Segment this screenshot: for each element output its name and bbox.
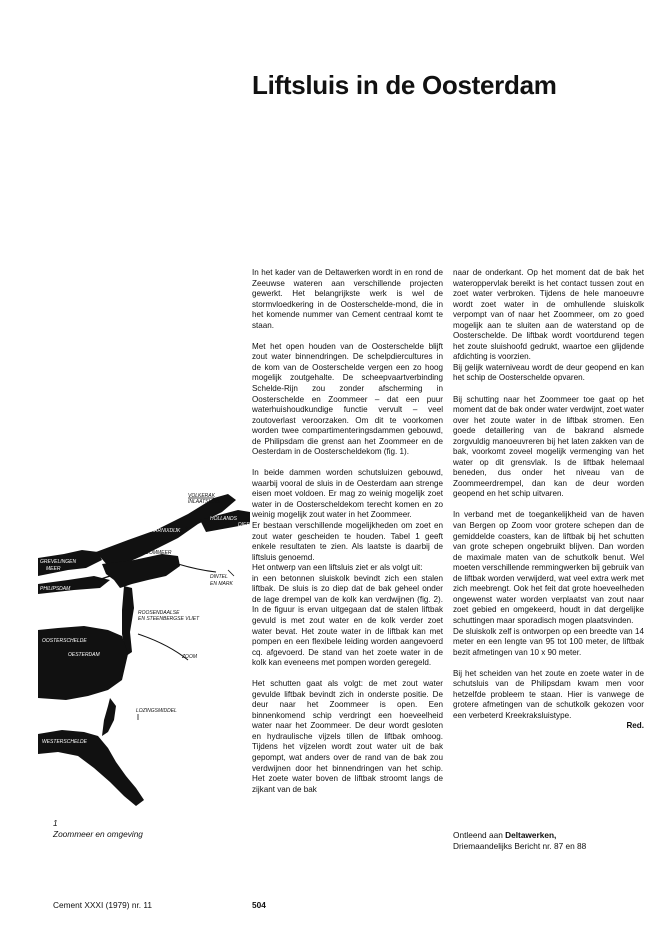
river-zoom bbox=[138, 634, 188, 660]
label-volkerak: VOLKERAK bbox=[188, 493, 215, 499]
article-column-1 bbox=[252, 268, 443, 806]
paragraph-line: in een betonnen sluiskolk bevindt zich een stalen liftbak. De sluis is zo diep dat de bak geheel onder de lage drempel van de kolk kan verdwijnen (fig. 2). In de figuur is ervan uitgegaan dat de stalen liftbak gevuld is met zout water en de kolk verder zoet water bevat. Het zoute water in de liftbak kan met pompen en een flexibele leiding worden aangevoerd cq. afgevoerd. De stand van het zoete water in de kolk kan eveneens met pompen worden geregeld. bbox=[252, 573, 443, 668]
label-marnixdijk: MARNIXDIJK bbox=[150, 528, 181, 534]
paragraph-line: naar de onderkant. Op het moment dat de bak het wateroppervlak bereikt is het contact tussen zout en zoet water verbroken. Tijdens de hele manoeuvre wordt zoet water in de omhullende sluiskolk verpompt van of naar het Zoommeer, om zo goed mogelijk aan te sluiten aan de waterstand op de Oosterschelde. De liftbak wordt voortdurend tegen het zoute sluishoofd gedrukt, waartoe een glijdende afdichting is voorzien. bbox=[453, 268, 644, 362]
label-inlaatsluis: INLAATSLUIS bbox=[188, 499, 220, 505]
label-oosterschelde: OOSTERSCHELDE bbox=[42, 638, 87, 644]
label-philipsdam: PHILIPSDAM bbox=[40, 586, 71, 592]
paragraph-line: De sluiskolk zelf is ontworpen op een breedte van 14 meter en een lengte van 95 tot 100 meter, de liftbak bezit afmetingen van 10 x 90 meter. bbox=[453, 626, 644, 657]
label-zoom: ZOOM bbox=[182, 654, 197, 660]
paragraph: In het kader van de Deltawerken wordt in en rond de Zeeuwse wateren aan verschillende projecten gewerkt. Het belangrijkste werk is wel de stormvloedkering in de Oosterschelde-mond, die in het komende nummer van Cement centraal komt te staan. bbox=[252, 268, 443, 330]
label-diep: DIEP bbox=[238, 522, 250, 528]
label-westerschelde: WESTERSCHELDE bbox=[42, 739, 88, 745]
paragraph-line: Er bestaan verschillende mogelijkheden om zoet en zout water gescheiden te houden. Tabel 1 geeft enkele resultaten te zien. Als laatste is daarbij de liftsluis genoemd. bbox=[252, 521, 443, 562]
zoommeer-map bbox=[38, 484, 250, 810]
page-number: 504 bbox=[252, 900, 266, 910]
paragraph: Met het open houden van de Oosterschelde blijft zout water binnendringen. De schelpdiercultures in de kom van de Oosterschelde vergen een zo hoog mogelijk zoutgehalte. De scheepvaartverbinding Schelde-Rijn zou zonder afscherming in Oosterschelde en Zoommeer – dat een puur waterhuishoudkundige functie vervult – veel zoutoverlast veroorzaken. Om dit te voorkomen worden twee compartimenteringsdammen gebouwd, de Philipsdam die grenst aan het Zoommeer en de Oesterdam in de Oosterscheldekom (fig. 1). bbox=[252, 341, 443, 457]
source-credit bbox=[453, 830, 648, 851]
figure-caption-text: Zoommeer en omgeving bbox=[53, 828, 143, 839]
article-column-2 bbox=[453, 268, 644, 732]
figure-number: 1 bbox=[53, 818, 58, 828]
label-steenbergse: EN STEENBERGSE VLIET bbox=[138, 616, 200, 622]
label-oesterdam: OESTERDAM bbox=[68, 652, 100, 658]
source-detail: Driemaandelijks Bericht nr. 87 en 88 bbox=[453, 840, 587, 851]
paragraph bbox=[252, 468, 443, 668]
label-meer: MEER bbox=[46, 566, 61, 572]
scheldt-channel bbox=[102, 698, 116, 736]
label-hollands: HOLLANDS bbox=[210, 516, 237, 522]
journal-footer: Cement XXXI (1979) nr. 11 bbox=[53, 900, 152, 910]
paragraph-line: In verband met de toegankelijkheid van de haven van Bergen op Zoom voor grotere schepen dan de gemiddelde coasters, kan de liftbak bij het schutten van grote schepen ongebruikt blijven. Dan worden de maximale maten van de schutkolk benut. Wel moeten verschillende remmingwerken bij gebruik van de liftbak worden verwijderd, wat veel extra werk met zich meebrengt. Ook het feit dat grote hoeveelheden ongewenst water worden verplaatst van zout naar zoet gebied en omgekeerd, houdt in dat dergelijke schuttingen maar sporadisch mogen plaatsvinden. bbox=[453, 510, 644, 625]
paragraph-line: Het ontwerp van een liftsluis ziet er als volgt uit: bbox=[252, 563, 423, 573]
paragraph-line: Bij gelijk waterniveau wordt de deur geopend en kan het schip de Oosterschelde opvaren. bbox=[453, 362, 644, 383]
label-grevelingen: GREVELINGEN bbox=[40, 559, 77, 565]
editor-signature: Red. bbox=[626, 721, 644, 731]
river-dintel bbox=[178, 564, 216, 572]
label-zoommeer: ZOOMMEER bbox=[142, 550, 172, 556]
source-name: Deltawerken, bbox=[505, 830, 557, 840]
label-lozingsmiddel: LOZINGSMIDDEL bbox=[136, 708, 177, 714]
paragraph: Bij het scheiden van het zoute en zoete water in de schutsluis van de Philipsdam kwam men voor hetzelfde probleem te staan. Hier is vanwege de grotere afmetingen van de schutkolk gekozen voor een verbeterd Kreekraksluistype. bbox=[453, 668, 644, 720]
paragraph-line: In beide dammen worden schutsluizen gebouwd, waarbij vooral de sluis in de Oesterdam aan strenge eisen moet voldoen. Er mag zo weinig mogelijk zoet water in de Oosterscheldekom terecht komen en zo weinig mogelijk zout water in het Zoommeer. bbox=[252, 468, 443, 520]
figure-caption bbox=[53, 818, 143, 839]
label-dintel: DINTEL bbox=[210, 574, 228, 580]
paragraph: Bij schutting naar het Zoommeer toe gaat op het moment dat de bak onder water verdwijnt, zoet water over het zoute water in de liftbak stromen. Een goede detaillering van de bakrand alsmede zorgvuldig manoeuvreren bij het laten zakken van de bak, voorkomt zoveel mogelijk vermenging van het water op dit grensvlak. Is de liftbak helemaal beneden, dus onder het niveau van de Zoommeerdrempel, dan kan de deur worden geopend en het schip uitvaren. bbox=[453, 394, 644, 499]
paragraph bbox=[453, 510, 644, 658]
article-title: Liftsluis in de Oosterdam bbox=[252, 70, 557, 100]
label-roosendaalse: ROOSENDAALSE bbox=[138, 610, 180, 616]
paragraph bbox=[453, 268, 644, 384]
label-en-mark: EN MARK bbox=[210, 581, 233, 587]
source-prefix: Ontleend aan bbox=[453, 830, 506, 840]
paragraph: Het schutten gaat als volgt: de met zout water gevulde liftbak bevindt zich in onderste positie. De deur naar het Zoommeer is open. Een binnenkomend schip verdringt een hoeveelheid water naar het Zoommeer. De deur wordt gesloten en hydraulische vijzels tillen de liftbak omhoog. Tijdens het vijzelen wordt zout water uit de bak gepompt, wat anders over de rand van de bak zou verdwijnen door het binnendringen van het schip. Het zoete water boven de liftbak stroomt langs de zijkant van de bak bbox=[252, 679, 443, 794]
